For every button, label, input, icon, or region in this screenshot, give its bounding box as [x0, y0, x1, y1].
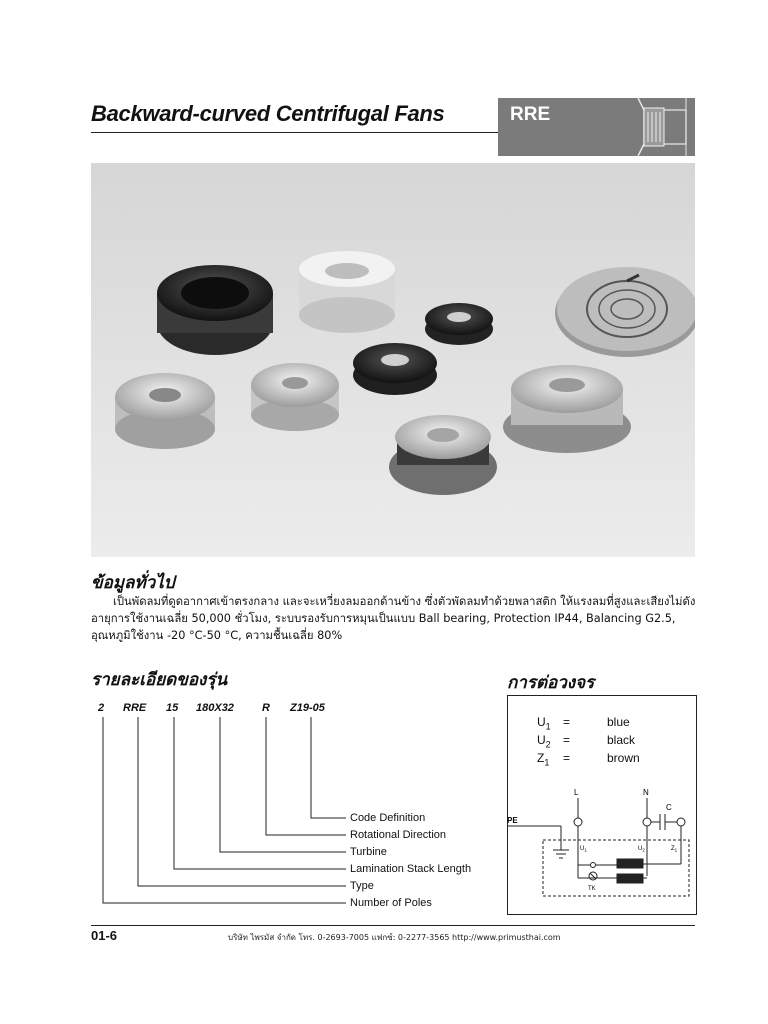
wiring-schematic	[507, 780, 695, 910]
definition-rotation: Rotational Direction	[350, 829, 446, 841]
label-l: L	[574, 788, 579, 797]
general-info-heading: ข้อมูลทั่วไป	[91, 573, 175, 593]
definition-code: Code Definition	[350, 812, 426, 824]
definition-type: Type	[350, 880, 374, 892]
label-pe: PE	[507, 816, 518, 825]
page-number: 01-6	[91, 928, 118, 943]
wire-u1-color: blue	[607, 715, 630, 729]
label-u2: $U_2$	[638, 846, 645, 853]
label-u1: $U_1$	[580, 846, 587, 853]
company-contact: บริษัท ไพรมัส จำกัด โทร. 0-2693-7005 แฟกซ์: 0-2277-3565 http://www.primusthai.com	[228, 933, 561, 942]
wire-z1-eq: =	[563, 751, 571, 765]
footer-rule	[91, 925, 695, 926]
general-info-line-2: อายุการใช้งานเฉลี่ย 50,000 ชั่วโมง, ระบบรองรับการหมุนเป็นแบบ Ball bearing, Protection IP44, Balancing G2.5,	[91, 612, 676, 625]
wire-u1-eq: =	[563, 715, 571, 729]
general-info-line-1: เป็นพัดลมที่ดูดอากาศเข้าตรงกลาง และจะเหวี่ยงลมออกด้านข้าง ซึ่งตัวพัดลมทำด้วยพลาสติก ให้แรงลมที่สูงและเสียงไม่ดัง	[113, 595, 696, 608]
code-part-definition: Z19-05	[290, 702, 325, 714]
definition-stack-length: Lamination Stack Length	[350, 863, 472, 875]
wire-u2-eq: =	[563, 733, 571, 747]
code-part-turbine: 180X32	[196, 702, 234, 714]
circuit-heading: การต่อวงจร	[507, 673, 595, 693]
model-details-heading: รายละเอียดของรุ่น	[91, 670, 228, 690]
wire-z1-color: brown	[607, 751, 640, 765]
label-n: N	[643, 788, 649, 797]
definition-turbine: Turbine	[350, 846, 387, 858]
label-tk: TK	[588, 886, 596, 892]
code-part-poles: 2	[98, 702, 105, 714]
code-part-rotation: R	[262, 702, 270, 714]
wire-u1-symbol: $U_1$	[537, 715, 551, 732]
label-z1: $Z_1$	[671, 846, 678, 853]
wire-u2-color: black	[607, 733, 636, 747]
wire-z1-symbol: $Z_1$	[537, 751, 550, 768]
label-c: C	[666, 803, 672, 812]
badge-label: RRE	[510, 104, 551, 125]
code-part-stack: 15	[166, 702, 179, 714]
code-part-type: RRE	[123, 702, 147, 714]
definition-poles: Number of Poles	[350, 897, 432, 909]
page-title: Backward-curved Centrifugal Fans	[91, 101, 445, 126]
general-info-line-3: อุณหภูมิใช้งาน -20 °C-50 °C, ความชื้นเฉลี่ย 80%	[91, 629, 343, 642]
wire-u2-symbol: $U_2$	[537, 733, 551, 750]
